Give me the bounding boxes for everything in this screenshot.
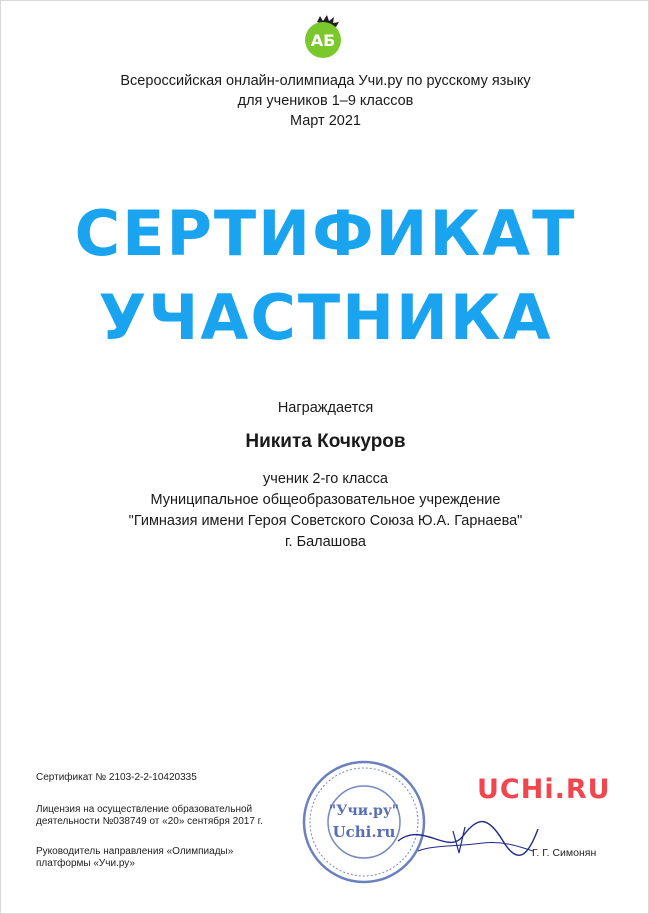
recipient-grade: ученик 2-го класса — [263, 471, 388, 487]
institution-line-2: "Гимназия имени Героя Советского Союза Ю.А. Гарнаева" — [128, 513, 523, 529]
uchi-ru-logo-icon — [303, 14, 343, 60]
olympiad-header — [1, 71, 649, 131]
license-line-2: деятельности №038749 от «20» сентября 2017 г. — [36, 816, 263, 827]
header-line-3: Март 2021 — [290, 113, 361, 129]
license-line-1: Лицензия на осуществление образовательной — [36, 804, 253, 815]
stamp-line-1: "Учи.ру" — [328, 803, 400, 819]
signer-name: Г. Г. Симонян — [532, 847, 597, 859]
role-line-2: платформы «Учи.ру» — [36, 858, 135, 869]
institution-line-1: Муниципальное общеобразовательное учреждение — [150, 492, 501, 508]
recipient-name: Никита Кочкуров — [245, 431, 406, 452]
recipient-details — [1, 469, 649, 553]
license-info — [36, 804, 263, 828]
signature-icon — [393, 801, 543, 871]
role-line-1: Руководитель направления «Олимпиады» — [36, 846, 234, 857]
header-line-1: Всероссийская онлайн-олимпиада Учи.ру по русскому языку — [120, 73, 531, 89]
header-line-2: для учеников 1–9 классов — [237, 93, 414, 109]
logo-text: АБ — [310, 31, 336, 50]
awarded-label: Награждается — [277, 400, 374, 416]
signer-role — [36, 846, 233, 870]
uchi-ru-brand: UCHi.RU — [477, 774, 611, 805]
certificate-number: Сертификат № 2103-2-2-10420335 — [36, 772, 197, 783]
certificate-title-line-1: СЕРТИФИКАТ — [74, 197, 577, 270]
certificate-title-line-2: УЧАСТНИКА — [98, 281, 553, 354]
recipient-city: г. Балашова — [285, 534, 366, 550]
stamp-line-2: Uchi.ru — [332, 823, 396, 841]
